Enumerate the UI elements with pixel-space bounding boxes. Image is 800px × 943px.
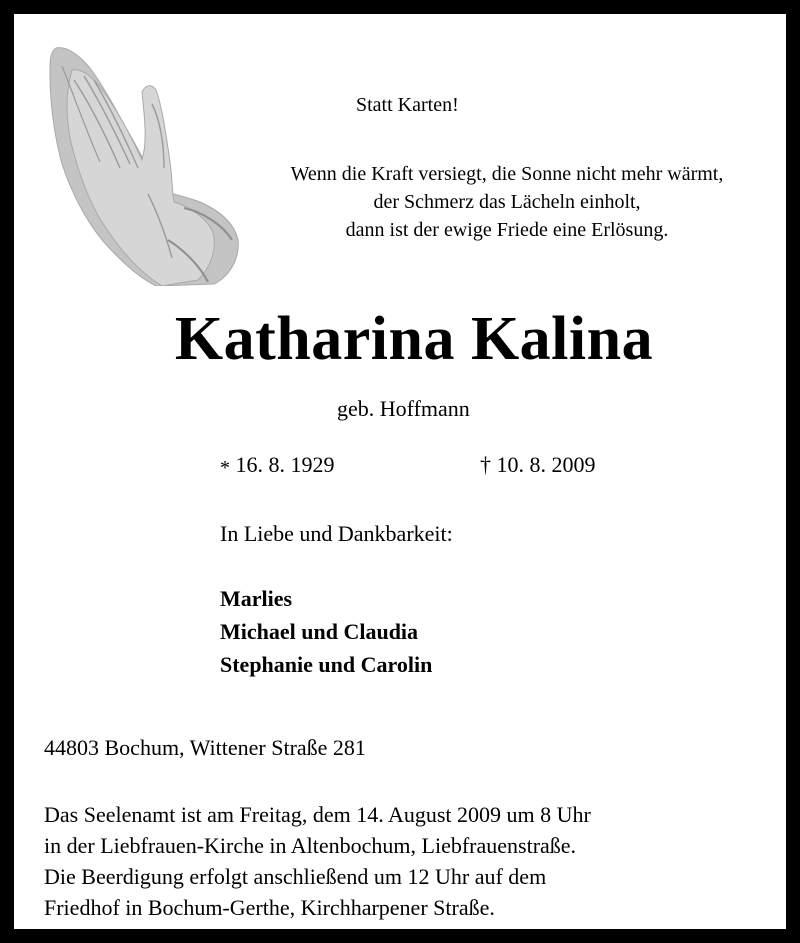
poem bbox=[219, 160, 795, 244]
maiden-name: geb. Hoffmann bbox=[337, 396, 470, 421]
poem-line: Wenn die Kraft versiegt, die Sonne nicht mehr wärmt, bbox=[290, 163, 724, 185]
deceased-name: Katharina Kalina bbox=[174, 305, 654, 373]
birth-date-line bbox=[220, 452, 335, 478]
service-line: Das Seelenamt ist am Freitag, dem 14. August 2009 um 8 Uhr bbox=[44, 802, 591, 827]
birth-star-icon: * bbox=[220, 457, 230, 479]
poem-line: der Schmerz das Lächeln einholt, bbox=[373, 191, 641, 213]
death-date: 10. 8. 2009 bbox=[496, 452, 596, 477]
service-line: Friedhof in Bochum-Gerthe, Kirchharpener Straße. bbox=[44, 895, 495, 920]
mourners-intro: In Liebe und Dankbarkeit: bbox=[220, 521, 453, 546]
service-line: in der Liebfrauen-Kirche in Altenbochum, Liebfrauenstraße. bbox=[44, 833, 577, 858]
death-cross-icon: † bbox=[480, 452, 491, 477]
praying-hands-icon bbox=[44, 44, 240, 286]
service-info bbox=[44, 799, 591, 923]
address: 44803 Bochum, Wittener Straße 281 bbox=[44, 735, 366, 760]
mourners-list bbox=[220, 582, 432, 681]
mourner-name: Marlies bbox=[220, 586, 293, 611]
statt-karten-heading: Statt Karten! bbox=[356, 94, 459, 116]
mourner-name: Stephanie und Carolin bbox=[220, 652, 433, 677]
death-date-line bbox=[480, 452, 596, 478]
poem-line: dann ist der ewige Friede eine Erlösung. bbox=[345, 219, 669, 241]
birth-date: 16. 8. 1929 bbox=[235, 452, 335, 477]
mourner-name: Michael und Claudia bbox=[220, 619, 419, 644]
service-line: Die Beerdigung erfolgt anschließend um 12 Uhr auf dem bbox=[44, 864, 547, 889]
